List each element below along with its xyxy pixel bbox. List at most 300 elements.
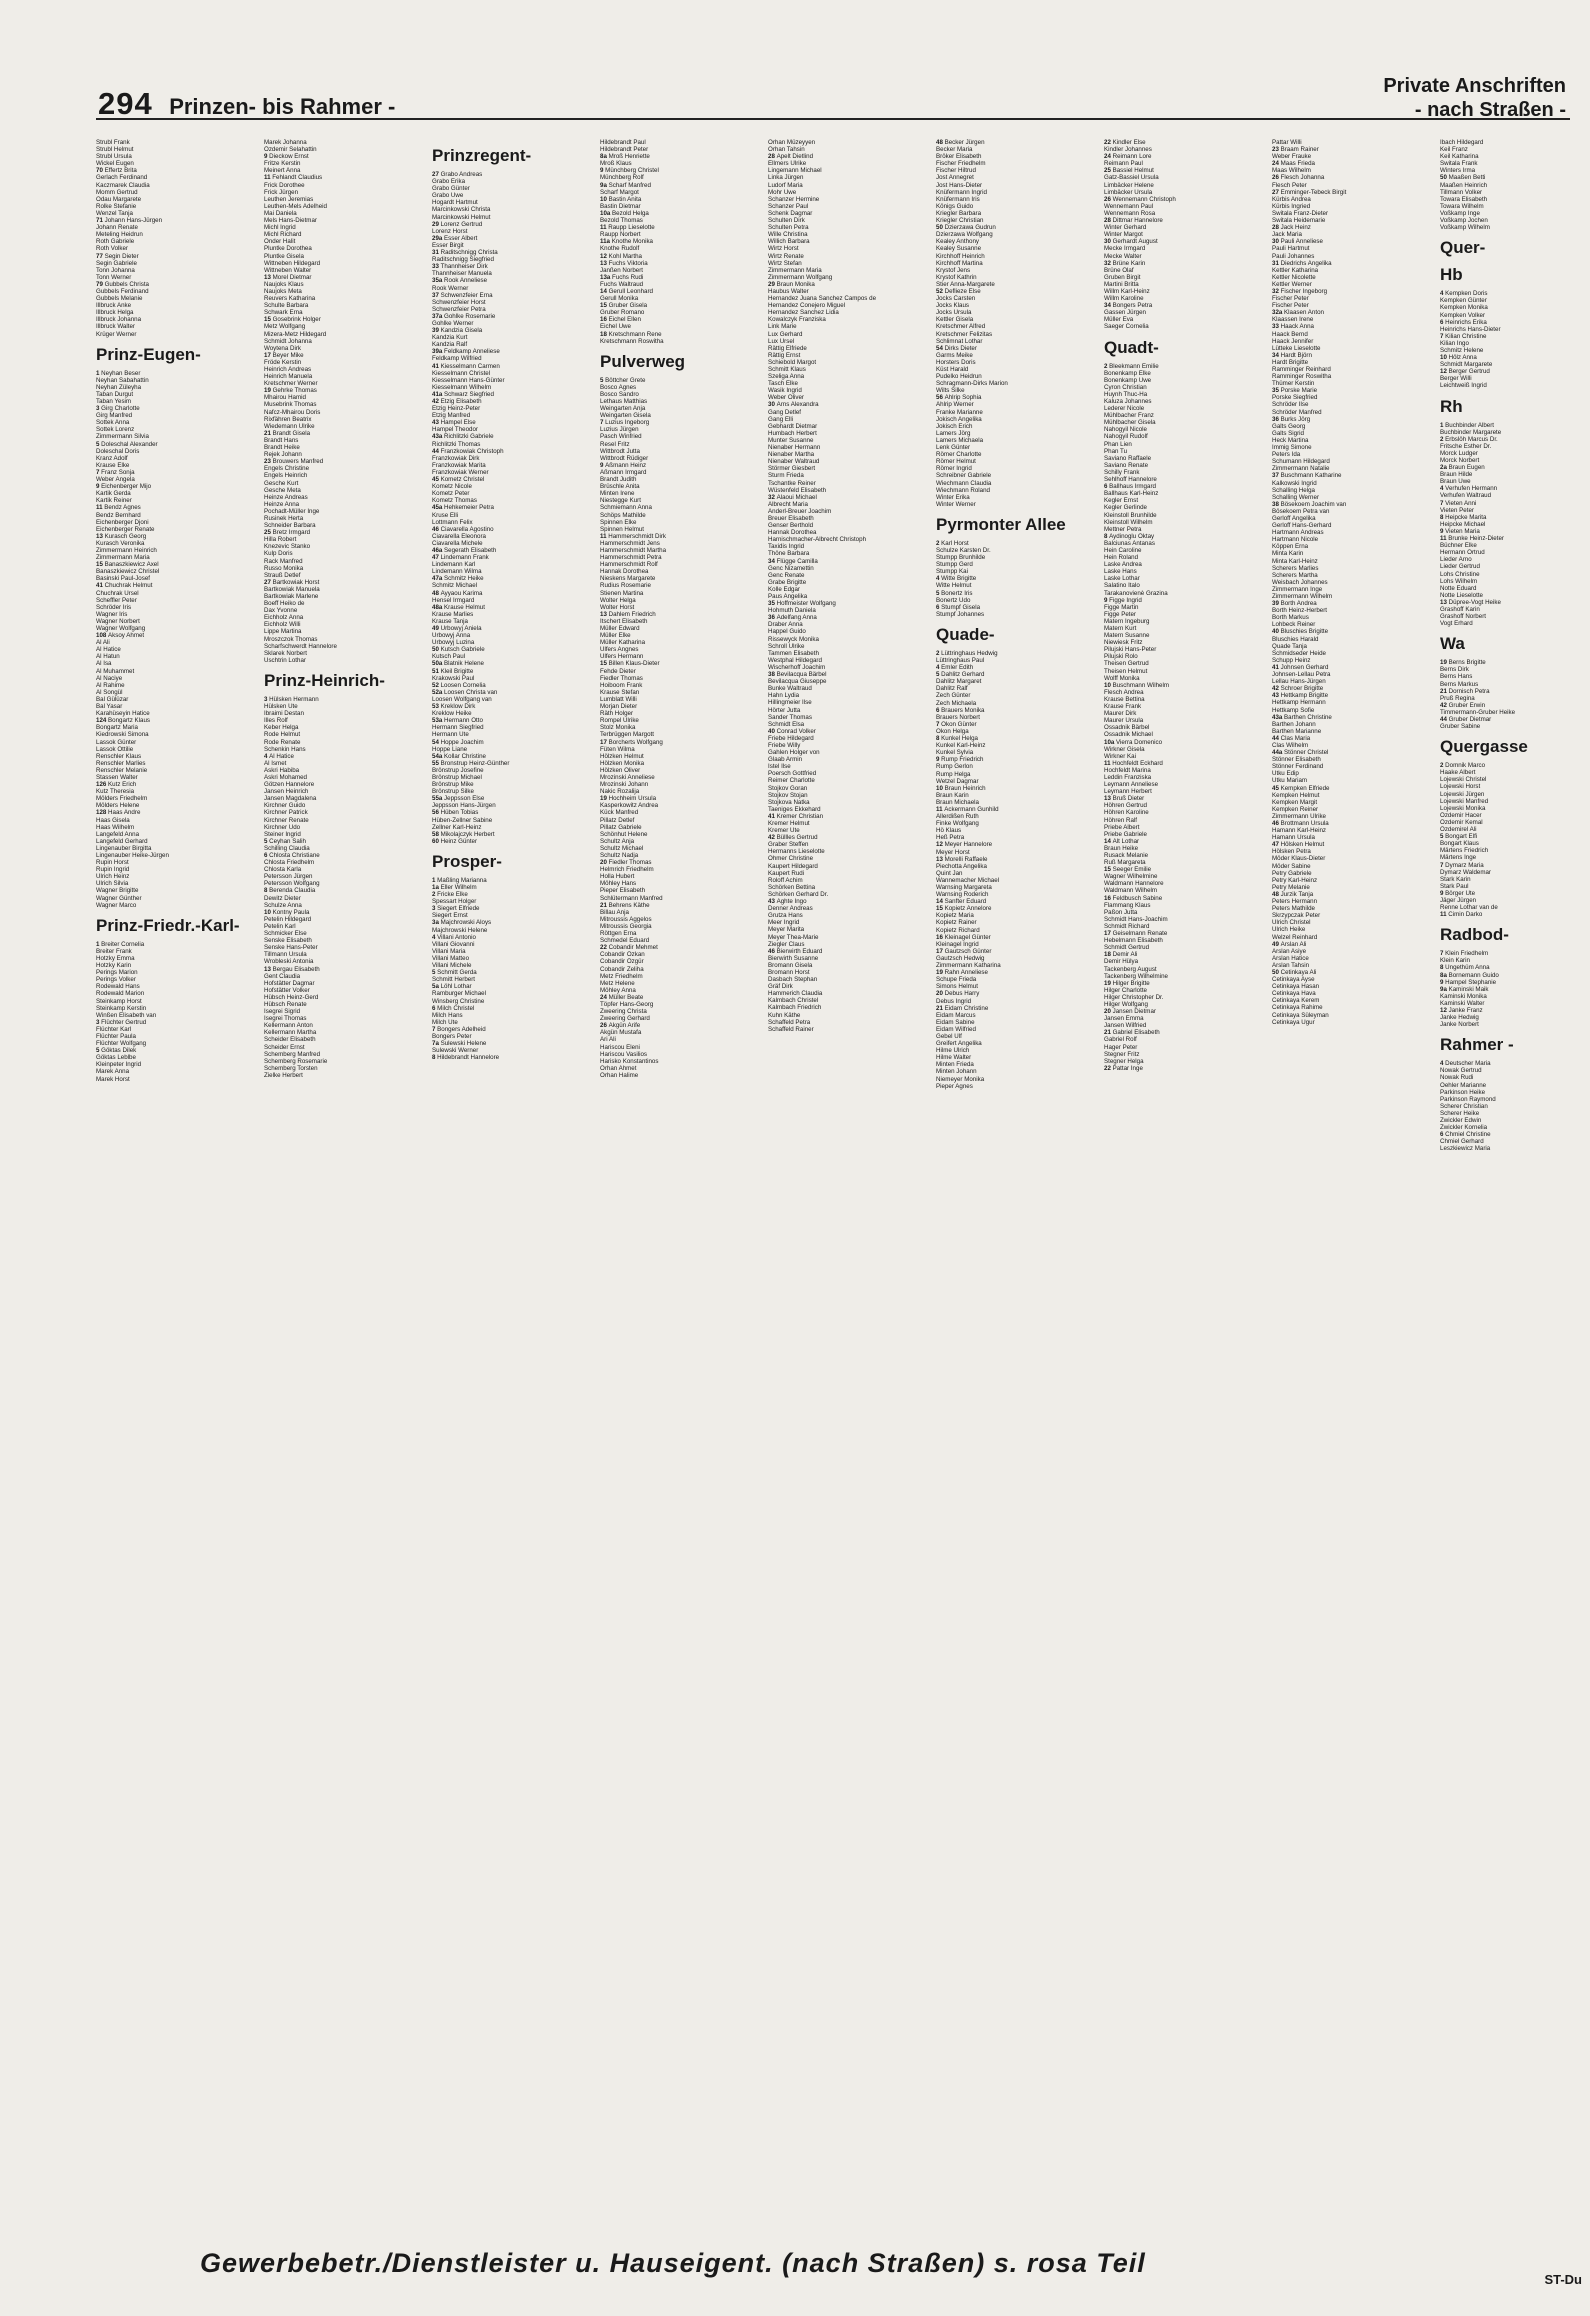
house-number: 4 [1440, 485, 1446, 493]
resident-name: Flesch Johanna [1280, 174, 1325, 182]
resident-entry: Lüttringhaus Paul [936, 657, 985, 664]
resident-entry: Hermann Ute [432, 731, 469, 739]
resident-name: Cimin Darko [1448, 911, 1483, 919]
house-number: 9 [1104, 596, 1110, 604]
resident-entry: Ruß Margareta [1104, 859, 1146, 867]
resident-entry: Paßon Jutta [1104, 908, 1138, 916]
resident-entry [600, 238, 764, 245]
resident-name: Kohl Martha [608, 252, 642, 260]
resident-entry: Al Naciye [96, 674, 123, 682]
resident-entry: Musebrink Thomas [264, 401, 317, 409]
resident-entry: Kopietz Maria [936, 912, 974, 920]
resident-entry: Fehde Dieter [600, 667, 636, 675]
resident-entry: Tarakanovienè Grazina [1104, 589, 1168, 597]
resident-entry: Wolff Monika [1104, 674, 1140, 682]
directory-column-2 [264, 139, 432, 2239]
resident-entry: Berger Willi [1440, 375, 1472, 383]
resident-entry: Lütteke Lieselotte [1272, 344, 1321, 352]
resident-entry: Billau Anja [600, 908, 629, 916]
resident-entry: Krause Tanja [432, 617, 469, 625]
resident-entry: Villani Maria [432, 947, 466, 955]
resident-entry: Rook Werner [432, 284, 469, 292]
resident-entry: Römer Ingrid [936, 465, 972, 473]
resident-entry: Nahogyil Rudolf [1104, 433, 1148, 441]
resident-entry: Kempken Helmut [1272, 791, 1320, 799]
street-heading: Rahmer - [1440, 1035, 1514, 1055]
resident-entry: Flammang Klaus [1104, 901, 1151, 909]
resident-entry: Illes Rolf [264, 717, 288, 725]
resident-name: Bösekoem Joachim van [1280, 500, 1347, 508]
resident-entry [1272, 820, 1436, 827]
resident-entry: Franzkowiak Werner [432, 468, 489, 476]
resident-name: Pauli Anneliese [1280, 238, 1323, 246]
resident-name: Effertz Brita [104, 167, 137, 175]
resident-entry: Knüfermann Ingrid [936, 188, 987, 196]
house-number: 32a [1272, 309, 1285, 317]
directory-column-1 [96, 139, 264, 2239]
resident-entry: Schmidt Gertrud [1104, 944, 1150, 952]
resident-entry: Brüne Olaf [1104, 266, 1134, 274]
resident-entry: Kiedrowski Simona [96, 731, 149, 739]
resident-name: Eller Wilhelm [440, 884, 477, 891]
resident-entry: Nienaber Martha [768, 451, 815, 459]
resident-entry: Kleinpeter Ingrid [96, 1061, 142, 1069]
resident-entry [600, 419, 764, 426]
resident-name: Heinrichs Erika [1445, 318, 1487, 326]
resident-entry: Illbruck Johanna [96, 316, 142, 324]
house-number: 17 [1104, 930, 1113, 938]
resident-name: Bronstrup Heinz-Günther [440, 759, 510, 767]
resident-entry [432, 263, 596, 270]
resident-entry: Weisbach Johannes [1272, 578, 1328, 586]
house-number: 22 [1104, 139, 1113, 146]
resident-entry: Engels Christine [264, 465, 310, 473]
resident-entry: Spinnen Elke [600, 518, 637, 526]
resident-entry: Esser Birgit [432, 241, 464, 249]
resident-entry: Lindemann Wilma [432, 568, 482, 576]
resident-entry: Ulrich Heinz [96, 873, 130, 881]
house-number: 2 [1104, 362, 1110, 370]
resident-entry: Sklarek Norbert [264, 649, 307, 657]
resident-entry: Eichenberger Renate [96, 525, 155, 533]
resident-name: Porske Marie [1280, 387, 1318, 395]
resident-name: Hüben Tobias [440, 809, 479, 817]
resident-name: Schwenzfeier Erna [440, 291, 493, 299]
house-number: 15 [264, 316, 273, 324]
resident-name: Fuchs Viktoria [608, 259, 648, 267]
resident-entry: Wrobleski Antonia [264, 958, 314, 966]
house-number: 9 [1440, 978, 1446, 986]
resident-name: Figge Ingrid [1109, 596, 1142, 604]
resident-entry: Utku Mariam [1272, 777, 1308, 785]
resident-entry: Cetinkaya Hava [1272, 990, 1316, 998]
resident-entry: Wirkner Gisela [1104, 745, 1145, 753]
house-number: 45 [432, 476, 441, 484]
resident-entry: Kaupert Rudi [768, 869, 805, 877]
resident-entry [1104, 363, 1268, 370]
resident-entry [264, 458, 428, 465]
resident-entry: Maas Wilhelm [1272, 167, 1311, 175]
house-number: 7 [96, 468, 102, 476]
resident-entry: Rolke Stefanie [96, 202, 137, 210]
resident-entry: Krakowski Paul [432, 674, 475, 682]
resident-entry [1272, 891, 1436, 898]
resident-entry: Kettler Werner [1272, 280, 1312, 288]
resident-entry: Pruß Regina [1440, 694, 1475, 702]
resident-entry: Mroszczok Thomas [264, 635, 318, 643]
resident-entry: Gubbels Ferdinand [96, 287, 149, 295]
resident-name: Verhufen Hermann [1445, 485, 1498, 493]
resident-entry: Stojkov Goran [768, 784, 808, 792]
house-number: 48 [1272, 890, 1281, 898]
resident-name: Kontny Paula [272, 908, 310, 916]
resident-entry [936, 224, 1100, 231]
resident-entry: Jeppsson Hans-Jürgen [432, 802, 496, 810]
resident-entry [1272, 692, 1436, 699]
resident-entry: Bluschies Harald [1272, 635, 1319, 643]
resident-entry: Cetinkaya Hasan [1272, 983, 1320, 991]
resident-name: Vierra Domenico [1116, 738, 1163, 746]
house-number: 126 [96, 781, 109, 789]
resident-entry: Fritsche Esther Dr. [1440, 442, 1492, 450]
resident-entry: Holla Hubert [600, 873, 635, 881]
resident-entry: Taban Durgut [96, 390, 134, 398]
resident-name: Bartkowiak Horst [272, 578, 320, 586]
resident-entry: Dymarz Waldemar [1440, 868, 1491, 876]
resident-entry [936, 806, 1100, 813]
resident-name: Bongers Adelheid [437, 1025, 486, 1033]
resident-entry: Marek Anna [96, 1068, 130, 1076]
resident-entry: Mecke Irmgard [1104, 245, 1146, 253]
resident-entry: Zech Michaela [936, 699, 977, 707]
resident-entry: Stumpf Johannes [936, 610, 985, 618]
resident-entry: Matern Susanne [1104, 632, 1150, 640]
resident-name: Vieten Maria [1445, 527, 1480, 535]
resident-entry: Gassen Jürgen [1104, 309, 1146, 317]
resident-name: Flügge Camilla [776, 557, 818, 565]
resident-entry: Stassen Walter [96, 773, 138, 781]
resident-entry: Priebe Gabriele [1104, 830, 1147, 838]
resident-entry: Niemeyer Monika [936, 1075, 985, 1083]
resident-entry: Wiechmann Roland [936, 486, 990, 494]
resident-entry: Weber Oliver [768, 394, 804, 402]
resident-entry: Lethaus Matthias [600, 398, 648, 405]
resident-entry: Jocks Klaus [936, 302, 970, 310]
resident-entry: Hermanns Lieselotte [768, 848, 825, 856]
resident-entry: Schenkin Hans [264, 745, 306, 753]
resident-entry: Götzen Hannelore [264, 781, 315, 789]
resident-entry: Wirtz Renate [768, 252, 804, 260]
resident-entry: Stegner Helga [1104, 1057, 1144, 1065]
resident-entry [1272, 323, 1436, 330]
resident-entry: Krause Bettina [1104, 695, 1145, 703]
resident-entry: Schupp Heinz [1272, 656, 1311, 664]
resident-entry [600, 1022, 764, 1029]
resident-entry [768, 834, 932, 841]
resident-entry: Marcinkowski Christa [432, 206, 491, 214]
resident-entry: Zimmermann Natalie [1272, 465, 1330, 473]
resident-name: Rook Anneliese [444, 277, 488, 285]
resident-entry [936, 288, 1100, 295]
resident-entry: Cyron Christian [1104, 383, 1147, 391]
resident-entry: Wiechmann Claudia [936, 479, 992, 487]
resident-entry: Müller Eva [1104, 316, 1134, 324]
resident-entry: Kunkel Sylvia [936, 749, 974, 757]
resident-entry: Hermann Siegfried [432, 724, 484, 732]
resident-entry: Römer Charlotte [936, 451, 982, 459]
resident-entry: Fiedler Thomas [600, 674, 643, 682]
resident-entry [432, 969, 596, 976]
resident-entry: Ulrich Silvia [96, 880, 129, 888]
resident-entry: Stumpp Gerd [936, 561, 973, 569]
resident-entry: Zimmermann Maria [768, 266, 822, 274]
resident-entry: Frick Jürgen [264, 188, 299, 196]
resident-entry: Scharf Margot [600, 188, 639, 196]
resident-name: Ungethüm Anna [1445, 964, 1490, 972]
house-number: 47 [1272, 841, 1281, 849]
resident-entry: Wannemacher Michael [936, 876, 1000, 884]
resident-entry: Hein Roland [1104, 554, 1139, 562]
house-number: 8 [1104, 532, 1110, 540]
resident-entry: Kutz Theresia [96, 788, 135, 796]
resident-entry: Heinrich Andreas [264, 366, 312, 373]
resident-entry: Fischer Peter [1272, 295, 1309, 303]
resident-entry: Kempken Margit [1272, 798, 1318, 806]
resident-name: Kutsch Gabriele [440, 646, 485, 654]
resident-entry: Gerloff Angelika [1272, 514, 1316, 522]
house-number: 9 [264, 153, 270, 161]
resident-entry: Lingemann Michael [768, 167, 822, 175]
resident-entry [1272, 685, 1436, 692]
resident-entry [600, 288, 764, 295]
resident-entry [936, 650, 1100, 657]
resident-entry: Metz Wolfgang [264, 323, 306, 331]
resident-entry: Hilger Charlotte [1104, 986, 1147, 994]
house-number: 41 [96, 582, 105, 590]
resident-entry: Willm Karl-Heinz [1104, 287, 1150, 295]
house-number: 6 [432, 1004, 438, 1012]
resident-name: Okon Günter [941, 720, 977, 728]
resident-entry: Schmitz Michael [432, 582, 478, 590]
resident-entry: Quade Tanja [1272, 642, 1307, 650]
resident-entry: Brandt Hans [264, 436, 299, 444]
resident-name: Braam Rainer [1280, 146, 1319, 154]
resident-entry: Zimmermann Silvia [96, 433, 149, 441]
resident-entry: Lindemann Karl [432, 561, 476, 569]
resident-name: Hochfeldt Eckhard [1112, 759, 1163, 767]
resident-entry: Schroll Ulrike [768, 642, 805, 650]
resident-entry: Bevilacqua Giuseppe [768, 678, 827, 686]
resident-entry: Hager Peter [1104, 1043, 1138, 1051]
header-rule [96, 118, 1570, 120]
resident-entry: Kuhn Käthe [768, 1011, 801, 1019]
house-number: 51 [432, 667, 441, 675]
resident-entry: Chlosta Friedhelm [264, 859, 315, 867]
resident-entry: Marek Johanna [264, 139, 307, 146]
resident-name: Dieckow Ernst [269, 153, 309, 161]
resident-entry: Morck Norbert [1440, 457, 1480, 464]
resident-entry [1104, 533, 1268, 540]
house-number: 35 [768, 600, 777, 608]
resident-name: Brandt Gisela [272, 429, 311, 437]
resident-entry [1440, 319, 1590, 326]
resident-entry: Winßen Elisabeth van [96, 1011, 157, 1019]
resident-name: Hampel Stephanie [1445, 978, 1497, 986]
page-header-left [98, 86, 395, 122]
resident-name: Bongart Elfi [1445, 833, 1478, 841]
resident-name: Dahlitz Gerhard [941, 671, 985, 679]
resident-entry [96, 582, 260, 589]
resident-entry [432, 717, 596, 724]
house-number: 15 [600, 660, 609, 668]
resident-entry: Bromann Gisela [768, 961, 813, 969]
house-number: 4 [936, 664, 942, 672]
section-title-line1: Private Anschriften [1383, 75, 1566, 97]
resident-entry: Towara Elisabeth [1440, 195, 1488, 203]
house-number: 48 [936, 139, 945, 146]
resident-entry: Gebhardt Dietmar [768, 422, 818, 430]
house-number: 9 [600, 461, 606, 469]
resident-name: Bendz Agnes [104, 504, 141, 512]
house-number: 11 [1104, 759, 1113, 767]
resident-name: Knothe Monika [611, 238, 653, 246]
street-heading: Hb [1440, 265, 1463, 285]
resident-entry: Hermann Ortrud [1440, 549, 1485, 557]
resident-entry: Leuthen-Mels Adelheid [264, 202, 327, 210]
resident-entry: Verhufen Waltraud [1440, 492, 1492, 500]
resident-entry [1440, 290, 1590, 297]
resident-entry: Simons Helmut [936, 983, 978, 991]
resident-entry [1272, 600, 1436, 607]
resident-name: Seeger Emilie [1112, 866, 1152, 874]
resident-entry: Paus Angelika [768, 593, 808, 600]
resident-entry [1104, 483, 1268, 490]
resident-entry: Pilujski Rolo [1104, 653, 1138, 661]
resident-entry: Horsters Doris [936, 358, 976, 366]
house-number: 47a [432, 575, 445, 583]
resident-entry: Jokisch Angelika [936, 415, 982, 423]
house-number: 15 [1104, 866, 1113, 874]
house-number: 5 [600, 376, 606, 384]
house-number: 20 [1104, 1008, 1113, 1016]
house-number: 3a [432, 919, 441, 927]
resident-entry: Kruse Elli [432, 511, 459, 519]
resident-entry: Hotzky Karin [96, 962, 132, 970]
resident-entry: Flesch Andrea [1104, 688, 1144, 696]
house-number: 22 [600, 944, 609, 952]
resident-name: Hermann Otto [444, 717, 483, 725]
resident-name: Meyer Hannelore [944, 841, 993, 849]
resident-entry: Meer Ingrid [768, 919, 800, 927]
resident-entry: Denner Andreas [768, 905, 813, 913]
resident-entry: Hebelmann Elisabeth [1104, 937, 1163, 945]
resident-entry: Wüstenfeld Elisabeth [768, 486, 827, 494]
resident-name: Ayyaou Karima [440, 589, 483, 597]
resident-entry [1104, 838, 1268, 845]
resident-name: Arns Alexandra [776, 401, 819, 409]
resident-entry [432, 689, 596, 696]
resident-entry: Kandzia Kurt [432, 334, 468, 342]
resident-entry: Rack Manfred [264, 557, 303, 565]
resident-entry: Ellmers Ulrike [768, 160, 807, 168]
resident-entry: Hariscou Vasilios [600, 1050, 647, 1058]
resident-entry: Schultz Anja [600, 837, 635, 845]
house-number: 43 [768, 898, 777, 906]
resident-entry [1272, 941, 1436, 948]
resident-entry [432, 838, 596, 845]
house-number: 79 [96, 280, 105, 288]
resident-entry: Schörken Gerhard Dr. [768, 890, 829, 898]
resident-entry: Schmicker Else [264, 930, 307, 938]
house-number: 41a [432, 390, 445, 398]
resident-entry: Ossadnik Bärbel [1104, 724, 1150, 732]
resident-entry: Schröder Manfred [1272, 408, 1322, 416]
resident-name: Buschmann Wilhelm [1112, 681, 1170, 689]
resident-name: Johnsen Gerhard [1280, 663, 1329, 671]
resident-name: Bonertz Iris [941, 589, 973, 597]
resident-entry: Winter Werner [936, 500, 976, 508]
house-number: 20 [600, 859, 609, 867]
resident-entry [1104, 930, 1268, 937]
resident-entry: Kretschmer Alfred [936, 323, 986, 331]
resident-entry: Braun Heike [1104, 844, 1139, 852]
resident-entry: Grabo Erika [432, 178, 466, 186]
house-number: 29 [432, 220, 441, 228]
house-number: 7 [432, 1025, 438, 1033]
resident-name: Braun Eugen [1448, 464, 1485, 472]
house-number: 9a [1440, 985, 1449, 993]
resident-entry: Wagner Wolfgang [96, 625, 146, 632]
resident-entry: Dasbach Stephan [768, 976, 818, 984]
resident-name: Eichenberger Mijo [101, 483, 152, 491]
house-number: 36 [768, 614, 777, 622]
resident-entry [432, 363, 596, 370]
resident-name: Mroß Henriette [608, 153, 650, 161]
house-number: 39 [432, 327, 441, 335]
resident-entry: Askri Mohamed [264, 773, 307, 781]
resident-entry: Brandt Heike [264, 444, 300, 452]
resident-entry: Rode Helmut [264, 731, 301, 739]
resident-entry: Roloff Achim [768, 876, 803, 884]
house-number: 44 [1272, 734, 1281, 742]
resident-entry: Neyhan Sabahattin [96, 376, 149, 384]
resident-entry: Kleinstoll Wilhelm [1104, 518, 1153, 526]
resident-entry: Kriegler Barbara [936, 209, 982, 217]
resident-entry [1104, 980, 1268, 987]
resident-entry: Morck Ludger [1440, 449, 1478, 457]
house-number: 55a [432, 795, 445, 803]
house-number: 45a [432, 504, 445, 512]
resident-entry: Jack Maria [1272, 231, 1302, 239]
house-number: 46 [768, 947, 777, 955]
street-heading: Rh [1440, 396, 1463, 416]
resident-entry [1272, 664, 1436, 671]
resident-entry: Kreklow Heike [432, 710, 472, 718]
resident-entry [600, 994, 764, 1001]
house-number: 46 [432, 525, 441, 533]
house-number: 71 [96, 217, 105, 225]
resident-entry: Leymann Anneliese [1104, 781, 1159, 789]
resident-entry: Haubus Walter [768, 287, 809, 295]
resident-name: Bevilacqua Bärbel [776, 671, 827, 679]
resident-entry: Bösekoem Petra van [1272, 507, 1330, 515]
resident-entry: Mohr Uwe [768, 188, 797, 196]
resident-entry: Mecke Walter [1104, 252, 1142, 260]
house-number: 33 [432, 263, 441, 271]
resident-name: Bruß Dieter [1112, 795, 1145, 803]
resident-entry: Kirchner Udo [264, 823, 301, 831]
house-number: 33 [1272, 323, 1281, 331]
